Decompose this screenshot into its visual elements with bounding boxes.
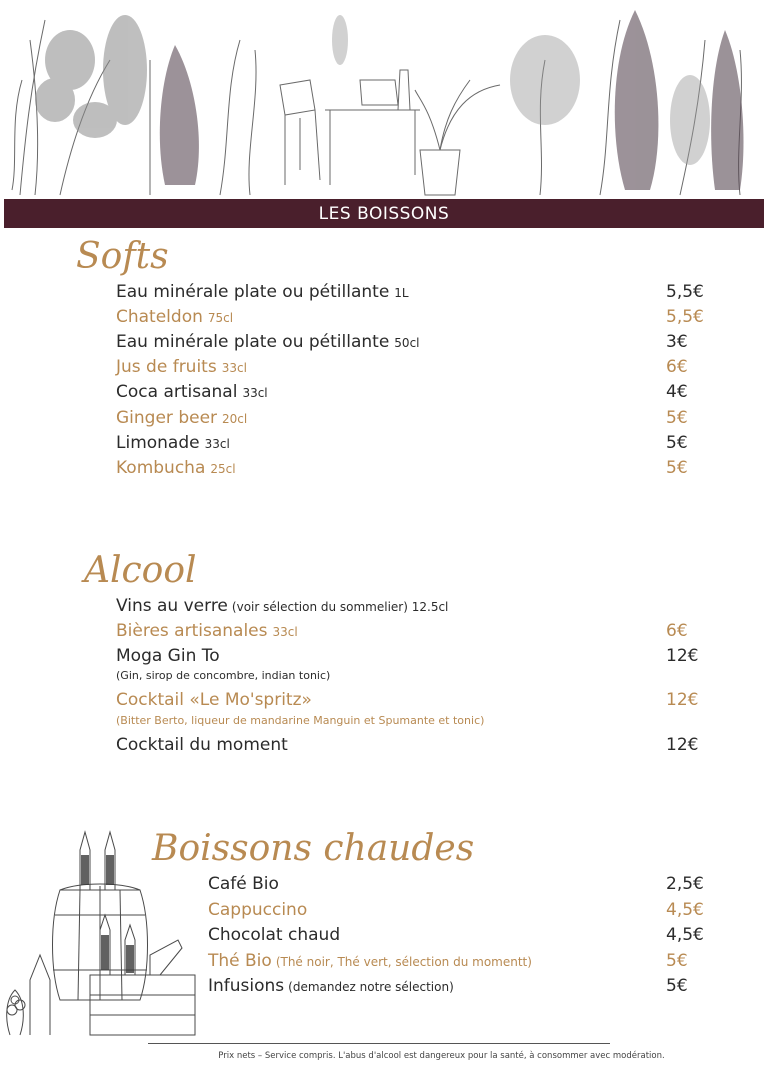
menu-item: Ginger beer 20cl (116, 408, 248, 428)
item-price: 3€ (666, 332, 688, 352)
menu-item: Cocktail «Le Mo'spritz» (116, 690, 312, 710)
footer-legal-text: Prix nets – Service compris. L'abus d'alcool est dangereux pour la santé, à consommer avec modération. (218, 1051, 665, 1061)
section-banner (4, 199, 764, 228)
menu-item: Chateldon 75cl (116, 307, 234, 327)
item-price: 5€ (666, 408, 688, 428)
menu-item: Kombucha 25cl (116, 458, 236, 478)
menu-item: Bières artisanales 33cl (116, 621, 298, 641)
item-description: (Bitter Berto, liqueur de mandarine Manguin et Spumante et tonic) (116, 714, 485, 727)
item-price: 5€ (666, 976, 688, 996)
item-price: 5,5€ (666, 282, 704, 302)
banner-title: LES BOISSONS (318, 203, 450, 224)
footer-divider (148, 1043, 610, 1044)
section-title-boissons-chaudes: Boissons chaudes (152, 828, 475, 869)
menu-item: Thé Bio (Thé noir, Thé vert, sélection du momentt) (208, 951, 532, 971)
menu-item: Cappuccino (208, 900, 308, 920)
menu-item: Limonade 33cl (116, 433, 230, 453)
item-price: 5€ (666, 433, 688, 453)
menu-item: Vins au verre (voir sélection du sommelier) 12.5cl (116, 596, 449, 616)
menu-item: Jus de fruits 33cl (116, 357, 247, 377)
item-price: 12€ (666, 735, 699, 755)
item-price: 5€ (666, 458, 688, 478)
menu-item: Coca artisanal 33cl (116, 382, 268, 402)
item-price: 6€ (666, 357, 688, 377)
item-price: 6€ (666, 621, 688, 641)
item-price: 12€ (666, 646, 699, 666)
item-price: 5,5€ (666, 307, 704, 327)
menu-item: Eau minérale plate ou pétillante 1L (116, 282, 409, 302)
section-title-softs: Softs (76, 236, 169, 277)
item-description: (Gin, sirop de concombre, indian tonic) (116, 669, 331, 682)
menu-item: Chocolat chaud (208, 925, 341, 945)
item-price: 4,5€ (666, 925, 704, 945)
garden-terrace-illustration (0, 0, 768, 200)
menu-item: Eau minérale plate ou pétillante 50cl (116, 332, 420, 352)
menu-item: Infusions (demandez notre sélection) (208, 976, 454, 996)
section-title-alcool: Alcool (84, 550, 197, 591)
item-price: 4,5€ (666, 900, 704, 920)
item-price: 2,5€ (666, 874, 704, 894)
footer (0, 1051, 768, 1061)
item-price: 4€ (666, 382, 688, 402)
item-price: 5€ (666, 951, 688, 971)
menu-item: Cocktail du moment (116, 735, 288, 755)
menu-item: Café Bio (208, 874, 279, 894)
menu-item: Moga Gin To (116, 646, 220, 666)
item-price: 12€ (666, 690, 699, 710)
